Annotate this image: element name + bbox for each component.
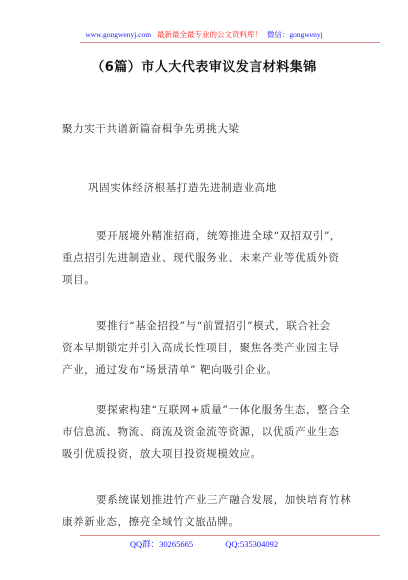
document-title: （6篇）市人大代表审议发言材料集锦 — [91, 60, 317, 75]
paragraph-line: 重点招引先进制造业、现代服务业、未来产业等优质外资 — [62, 252, 340, 264]
paragraph-line: 吸引优质投资，放大项目投资规模效应。 — [62, 448, 262, 460]
header-divider — [80, 42, 380, 43]
section-heading: 巩固实体经济根基打造先进制造业高地 — [88, 182, 277, 194]
paragraph-line: 要系统谋划推进竹产业三产融合发展，加快培育竹林 — [96, 494, 352, 506]
footer-divider — [80, 535, 380, 536]
paragraph-line: 要推行“基金招投”与“前置招引”模式，联合社会 — [96, 320, 331, 332]
header-weixin: 微信：gongwenyj — [266, 30, 323, 39]
header-slogan: 最新最全最专业的公文资料库！ — [156, 30, 262, 39]
page-footer — [0, 538, 408, 550]
paragraph-line: 要探索构建“互联网+质量”一体化服务生态，整合全 — [96, 404, 351, 416]
footer-qq-group: QQ群：30265665 — [129, 539, 194, 549]
paragraph-line: 要开展境外精准招商，统筹推进全球“双招双引”， — [96, 230, 342, 242]
paragraph-line: 项目。 — [62, 274, 96, 286]
paragraph-line: 资本早期锁定并引入高成长性项目，聚焦各类产业园主导 — [62, 342, 340, 354]
header-website[interactable]: www.gongwenyj.com — [85, 30, 152, 39]
paragraph-line: 市信息流、物流、商流及资金流等资源，以优质产业生态 — [62, 426, 340, 438]
page-header — [0, 30, 408, 40]
paragraph-line: 产业，通过发布“场景清单” 靶向吸引企业。 — [62, 364, 278, 376]
paragraph-line: 康养新业态，擦亮全域竹文旅品牌。 — [62, 516, 240, 528]
footer-qq: QQ:535304092 — [225, 539, 279, 549]
document-subtitle: 聚力实干共谱新篇奋楫争先勇挑大梁 — [62, 123, 240, 135]
